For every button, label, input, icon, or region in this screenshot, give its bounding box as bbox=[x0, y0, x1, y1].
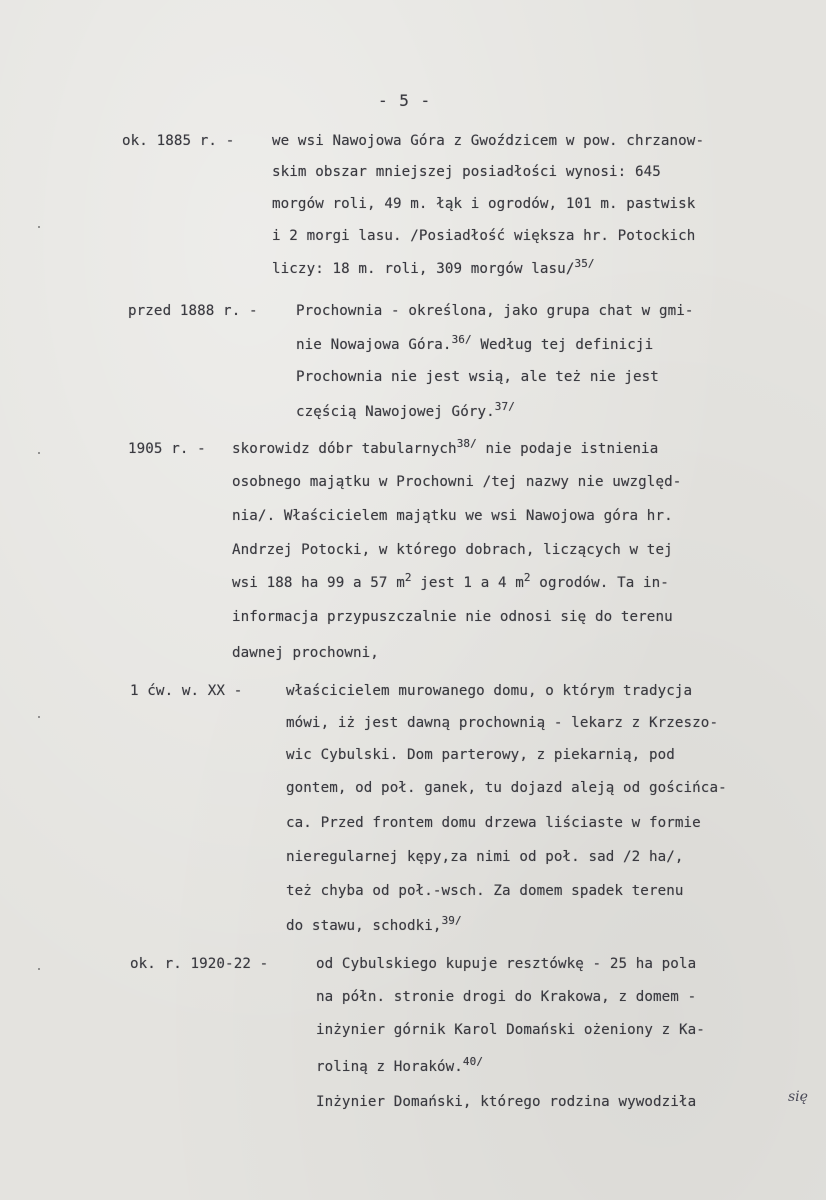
entry-line: gontem, od poł. ganek, tu dojazd aleją od gościńca- bbox=[286, 780, 727, 796]
entry-date: ok. r. 1920-22 - bbox=[130, 956, 269, 972]
entry-line: inżynier górnik Karol Domański ożeniony z Ka- bbox=[316, 1022, 705, 1038]
scan-speck bbox=[38, 226, 40, 228]
entry-text: ogrodów. Ta in- bbox=[530, 575, 669, 591]
entry-text: roliną z Horaków. bbox=[316, 1059, 463, 1075]
entry-line: dawnej prochowni, bbox=[232, 645, 379, 661]
entry-date: przed 1888 r. - bbox=[128, 303, 258, 319]
entry-line bbox=[296, 400, 515, 421]
entry-line: na półn. stronie drogi do Krakowa, z domem - bbox=[316, 989, 697, 1005]
entry-date: 1905 r. - bbox=[128, 441, 206, 457]
superscript: 2 bbox=[404, 571, 412, 584]
entry-text: Według tej definicji bbox=[471, 337, 654, 353]
entry-line: Inżynier Domański, którego rodzina wywodziła bbox=[316, 1094, 697, 1110]
entry-line: nieregularnej kępy,za nimi od poł. sad /2 ha/, bbox=[286, 849, 684, 865]
entry-line: od Cybulskiego kupuje resztówkę - 25 ha pola bbox=[316, 956, 697, 972]
entry-text: jest 1 a 4 m bbox=[411, 575, 524, 591]
entry-date: 1 ćw. w. XX - bbox=[130, 683, 243, 699]
handwritten-note: się bbox=[788, 1089, 808, 1105]
entry-line: nia/. Właścicielem majątku we wsi Nawojowa góra hr. bbox=[232, 508, 673, 524]
entry-text: wsi 188 ha 99 a 57 m bbox=[232, 575, 405, 591]
entry-line bbox=[272, 257, 595, 278]
scan-speck bbox=[38, 968, 40, 970]
footnote-ref: 38/ bbox=[456, 437, 477, 450]
entry-line: ca. Przed frontem domu drzewa liściaste w formie bbox=[286, 815, 701, 831]
entry-line: skim obszar mniejszej posiadłości wynosi: 645 bbox=[272, 164, 661, 180]
entry-date: ok. 1885 r. - bbox=[122, 133, 235, 149]
footnote-ref: 39/ bbox=[441, 914, 462, 927]
entry-text: skorowidz dóbr tabularnych bbox=[232, 441, 457, 457]
entry-text: do stawu, schodki, bbox=[286, 918, 442, 934]
entry-line bbox=[232, 437, 659, 458]
entry-line: Prochownia - określona, jako grupa chat w gmi- bbox=[296, 303, 694, 319]
entry-line: osobnego majątku w Prochowni /tej nazwy nie uwzględ- bbox=[232, 474, 682, 490]
entry-line bbox=[296, 333, 654, 354]
entry-line bbox=[232, 571, 669, 592]
entry-line: we wsi Nawojowa Góra z Gwoździcem w pow. chrzanow- bbox=[272, 133, 705, 149]
entry-text: nie podaje istnienia bbox=[476, 441, 659, 457]
entry-line bbox=[286, 914, 462, 935]
entry-line: Prochownia nie jest wsią, ale też nie jest bbox=[296, 369, 659, 385]
entry-text: częścią Nawojowej Góry. bbox=[296, 404, 495, 420]
scan-speck bbox=[38, 452, 40, 454]
footnote-ref: 36/ bbox=[451, 333, 472, 346]
footnote-ref: 35/ bbox=[574, 257, 595, 270]
footnote-ref: 40/ bbox=[462, 1055, 484, 1068]
entry-line: morgów roli, 49 m. łąk i ogrodów, 101 m. pastwisk bbox=[272, 196, 696, 212]
entry-line: właścicielem murowanego domu, o którym tradycja bbox=[286, 683, 693, 699]
entry-line: i 2 morgi lasu. /Posiadłość większa hr. Potockich bbox=[272, 228, 696, 244]
entry-line: informacja przypuszczalnie nie odnosi się do terenu bbox=[232, 609, 673, 625]
entry-line: Andrzej Potocki, w którego dobrach, liczących w tej bbox=[232, 542, 673, 558]
entry-line bbox=[316, 1055, 484, 1076]
entry-line: wic Cybulski. Dom parterowy, z piekarnią, pod bbox=[286, 747, 675, 763]
entry-line: też chyba od poł.-wsch. Za domem spadek terenu bbox=[286, 883, 684, 899]
scan-speck bbox=[38, 716, 40, 718]
entry-line: mówi, iż jest dawną prochownią - lekarz z Krzeszo- bbox=[286, 715, 719, 731]
entry-text: nie Nowajowa Góra. bbox=[296, 337, 452, 353]
page-number: - 5 - bbox=[378, 91, 432, 110]
footnote-ref: 37/ bbox=[494, 400, 515, 413]
entry-text: liczy: 18 m. roli, 309 morgów lasu/ bbox=[272, 261, 575, 277]
superscript: 2 bbox=[523, 571, 531, 584]
